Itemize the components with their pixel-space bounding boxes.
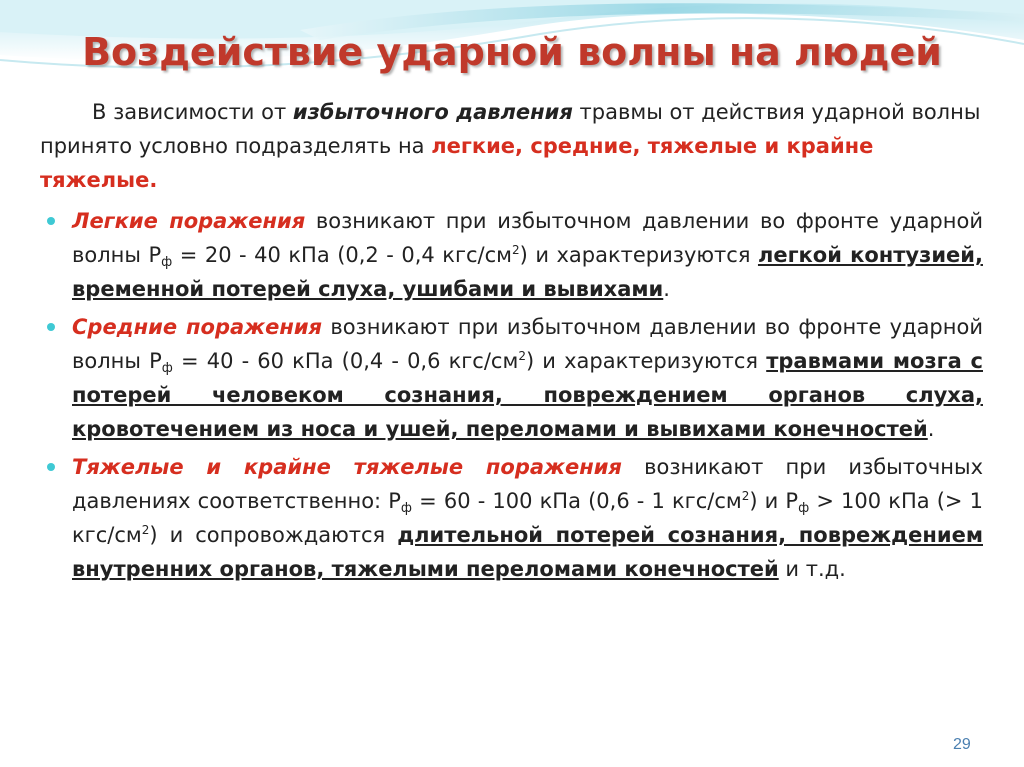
slide-title: Воздействие ударной волны на людей: [82, 30, 942, 74]
page-number: 29: [953, 736, 971, 753]
bullet-end: .: [663, 277, 670, 301]
bullet-light-injuries: [40, 204, 983, 306]
bullet-end: .: [927, 417, 935, 441]
bullet-effects: легкой контузией, временной потерей слуха, ушибами и вывихами: [72, 243, 983, 301]
intro-categories: легкие, средние, тяжелые и крайне тяжелые.: [40, 134, 874, 192]
bullet-heading: Средние поражения: [72, 315, 323, 339]
subscript: ф: [400, 501, 413, 516]
bullet-text: > 100 кПа (> 1 кгс/см: [72, 489, 983, 547]
superscript: 2: [741, 489, 750, 503]
bullet-text: = 60 - 100 кПа (0,6 - 1 кгс/см: [412, 489, 742, 513]
bullet-effects: длительной потерей сознания, повреждением внутренних органов, тяжелыми переломами конечностей: [72, 523, 983, 581]
bullet-text: возникают при избыточных давлениях соответственно: Р: [72, 455, 983, 513]
slide-body: [40, 95, 983, 590]
intro-text: В зависимости от: [92, 100, 293, 124]
bullet-dot-icon: [47, 323, 55, 331]
bullet-effects: травмами мозга с потерей человеком сознания, повреждением органов слуха, кровотечением из носа и ушей, переломами и вывихами конечностей: [72, 349, 983, 441]
bullet-text: возникают при избыточном давлении во фронте ударной волны Р: [72, 209, 983, 267]
bullet-text: ) и Р: [749, 489, 799, 513]
bullet-text: = 40 - 60 кПа (0,4 - 0,6 кгс/см: [172, 349, 519, 373]
bullet-medium-injuries: [40, 310, 983, 446]
bullet-dot-icon: [47, 217, 55, 225]
subscript: ф: [161, 255, 173, 270]
subscript: ф: [798, 501, 810, 516]
bullet-text: ) и характеризуются: [525, 349, 767, 373]
bullet-dot-icon: [47, 463, 55, 471]
bullet-severe-injuries: [40, 450, 983, 586]
intro-emphasis: избыточного давления: [292, 100, 573, 124]
bullet-text: ) и сопровождаются: [149, 523, 398, 547]
bullet-end: и т.д.: [778, 557, 846, 581]
bullet-heading: Легкие поражения: [72, 209, 306, 233]
intro-text: травмы от действия ударной волны принято условно подразделять на: [40, 100, 981, 158]
bullet-text: = 20 - 40 кПа (0,2 - 0,4 кгс/см: [172, 243, 512, 267]
superscript: 2: [518, 349, 526, 363]
superscript: 2: [141, 523, 150, 537]
superscript: 2: [511, 243, 520, 257]
subscript: ф: [161, 361, 173, 376]
intro-paragraph: [40, 95, 983, 197]
bullet-text: возникают при избыточном давлении во фронте ударной волны Р: [72, 315, 983, 373]
bullet-heading: Тяжелые и крайне тяжелые поражения: [72, 455, 622, 479]
bullet-text: ) и характеризуются: [519, 243, 758, 267]
